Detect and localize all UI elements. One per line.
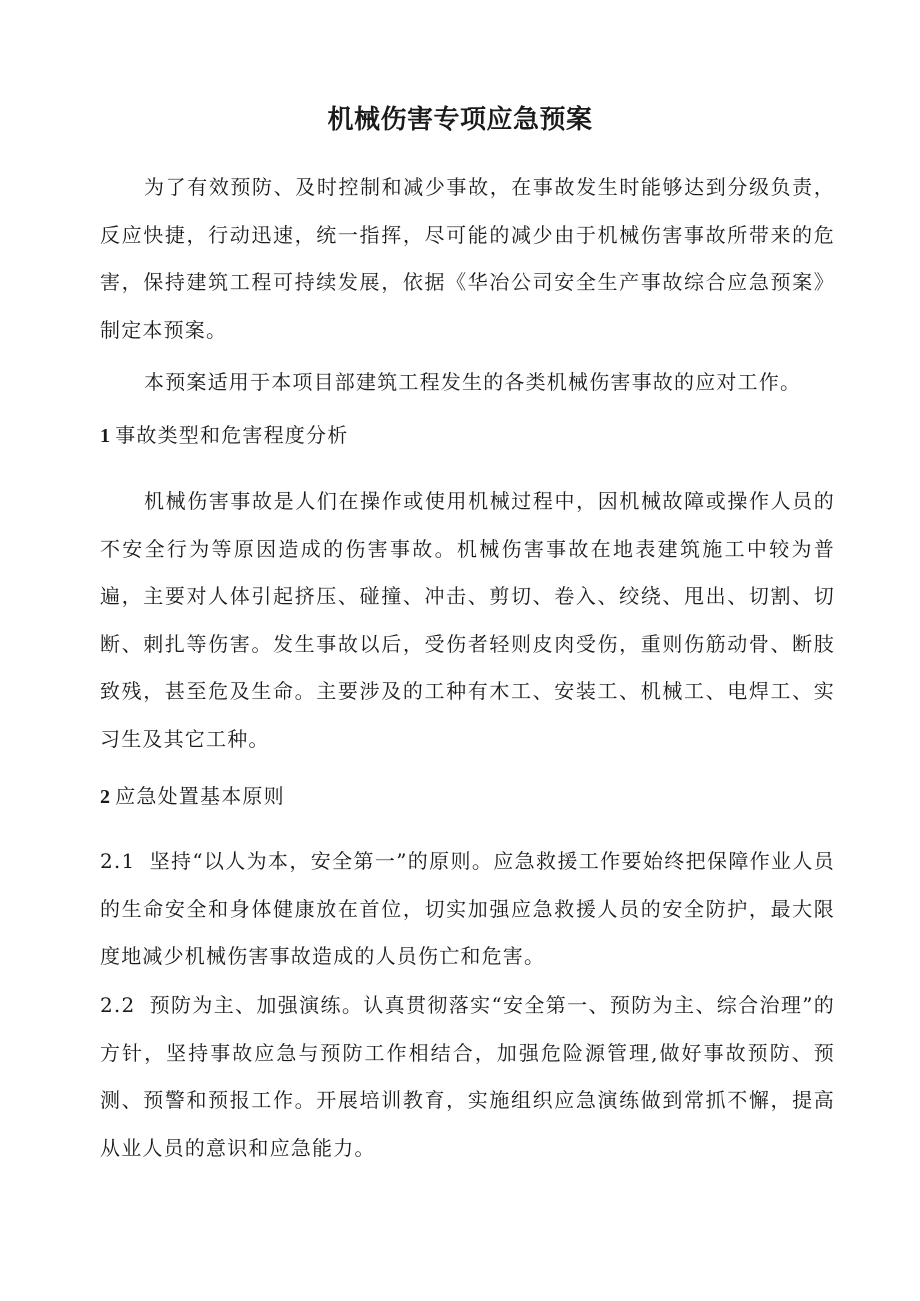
section-1-body: 机械伤害事故是人们在操作或使用机械过程中，因机械故障或操作人员的不安全行为等原因造成的伤害事故。机械伤害事故在地表建筑施工中较为普遍，主要对人体引起挤压、碰撞、冲击、剪切、卷入、绞绕、甩出、切割、切断、刺扎等伤害。发生事故以后，受伤者轻则皮肉受伤，重则伤筋动骨、断肢致残，甚至危及生命。主要涉及的工种有木工、安装工、机械工、电焊工、实习生及其它工种。 [100,489,835,751]
clause-2-1 [100,838,835,981]
section-2-heading [100,776,835,817]
clause-2-1-number: 2.1 [100,849,136,873]
clause-2-1-text: 坚持“以人为本，安全第一”的原则。应急救援工作要始终把保障作业人员的生命安全和身体健康放在首位，切实加强应急救援人员的安全防护，最大限度地减少机械伤害事故造成的人员伤亡和危害。 [100,849,835,968]
section-2-number: 2 [100,786,112,808]
clause-2-2-text: 预防为主、加强演练。认真贯彻落实“安全第一、预防为主、综合治理”的方针，坚持事故应急与预防工作相结合，加强危险源管理,做好事故预防、预测、预警和预报工作。开展培训教育，实施组织应急演练做到常抓不懈，提高从业人员的意识和应急能力。 [100,993,835,1160]
intro-paragraph-purpose: 为了有效预防、及时控制和减少事故，在事故发生时能够达到分级负责，反应快捷，行动迅速，统一指挥，尽可能的减少由于机械伤害事故所带来的危害，保持建筑工程可持续发展，依据《华冶公司安全生产事故综合应急预案》制定本预案。 [100,175,835,342]
section-1-heading [100,415,835,456]
intro-paragraph-scope: 本预案适用于本项目部建筑工程发生的各类机械伤害事故的应对工作。 [144,370,802,394]
section-2-title: 应急处置基本原则 [115,784,285,808]
clause-2-2-number: 2.2 [100,993,136,1017]
section-1-title: 事故类型和危害程度分析 [115,423,349,447]
section-1-number: 1 [100,425,112,447]
page-title: 机械伤害专项应急预案 [327,105,593,135]
clause-2-2 [100,982,835,1172]
